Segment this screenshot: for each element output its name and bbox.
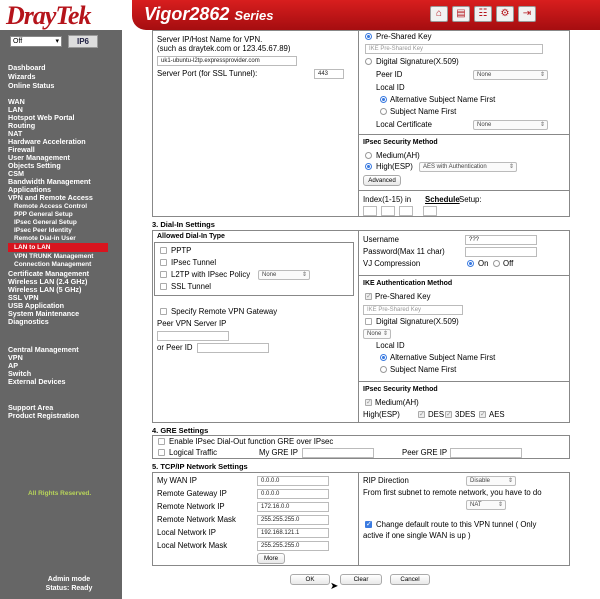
nav-ipsec-peer[interactable]: IPsec Peer Identity [14,227,72,234]
rights-text: All Rights Reserved. [28,490,92,497]
alt-subject-label: Alternative Subject Name First [390,95,496,104]
default-route-label-2: active if one single WAN is up ) [363,531,471,540]
3des-label: 3DES [455,410,476,419]
dialin-subject-label: Subject Name First [390,365,457,374]
nav-nat[interactable]: NAT [8,129,23,138]
ipsec-tunnel-label: IPsec Tunnel [171,258,217,267]
dialin-medium-check[interactable] [365,399,372,406]
dialin-ipsec-divider [358,381,570,382]
medium-ah-radio[interactable] [365,152,372,159]
vj-label: VJ Compression [363,259,421,268]
server-host-input[interactable]: uk1-ubuntu-l2tp.expressprovider.com [157,56,297,66]
high-esp-select[interactable]: AES with Authentication ⇕ [419,162,517,172]
subject-radio[interactable] [380,108,387,115]
vj-on-radio[interactable] [467,260,474,267]
ike-divider [358,275,570,276]
cancel-button[interactable]: Cancel [390,574,430,585]
nav-product-reg[interactable]: Product Registration [8,411,80,420]
dialin-medium-label: Medium(AH) [375,398,419,407]
medium-ah-label: Medium(AH) [376,151,420,160]
dialin-digsig-select[interactable]: None ⇕ [363,329,391,339]
nav-support[interactable]: Support Area [8,403,54,412]
nav-applications[interactable]: Applications [8,185,52,194]
ssl-tunnel-check[interactable] [160,283,167,290]
server-label-2: (such as draytek.com or 123.45.67.89) [157,44,291,53]
ssl-tunnel-label: SSL Tunnel [171,282,212,291]
dialin-title: 3. Dial-In Settings [152,220,215,229]
nav-routing[interactable]: Routing [8,121,36,130]
peer-id-select[interactable]: None ⇕ [473,70,548,80]
username-input[interactable]: ??? [465,235,537,245]
high-esp-radio[interactable] [365,163,372,170]
more-button[interactable]: More [257,553,285,564]
digsig-label: Digital Signature(X.509) [376,57,459,66]
vj-on-label: On [478,259,489,268]
dialout-divider [358,30,359,217]
aes-label: AES [489,410,505,419]
nav-lan-to-lan[interactable]: LAN to LAN [8,243,108,252]
nav-vpn-trunk[interactable]: VPN TRUNK Management [14,253,94,260]
dialin-subject-radio[interactable] [380,366,387,373]
password-input[interactable] [465,247,537,257]
local-cert-select[interactable]: None ⇕ [473,120,548,130]
specify-gateway-label: Specify Remote VPN Gateway [171,307,278,316]
remote-gw-input[interactable]: 0.0.0.0 [257,489,329,499]
nav-vpn-remote[interactable]: VPN and Remote Access [8,193,93,202]
tcpip-divider [358,472,359,566]
dialin-digsig-label: Digital Signature(X.509) [376,317,459,326]
header [0,0,600,30]
remote-net-ip-label: Remote Network IP [157,502,225,511]
nav-wlan-24[interactable]: Wireless LAN (2.4 GHz) [8,277,88,286]
ike-auth-title: IKE Authentication Method [363,280,453,287]
nav-lan[interactable]: LAN [8,105,23,114]
nav-central-external[interactable]: External Devices [8,377,66,386]
nav-central-switch[interactable]: Switch [8,369,32,378]
digsig-radio[interactable] [365,58,372,65]
local-mask-label: Local Network Mask [157,541,228,550]
peer-id-label: Peer ID [376,70,403,79]
default-route-label-1: Change default route to this VPN tunnel ( Only [376,520,537,529]
my-gre-label: My GRE IP [259,448,298,457]
nav-cert-mgmt[interactable]: Certificate Management [8,269,90,278]
3des-check[interactable] [445,411,452,418]
nav-bandwidth[interactable]: Bandwidth Management [8,177,91,186]
gre-enable-check[interactable] [158,438,165,445]
subject-label: Subject Name First [390,107,457,116]
setup-label: Setup: [459,195,482,204]
local-net-ip-label: Local Network IP [157,528,216,537]
ssl-port-input[interactable]: 443 [314,69,344,79]
nav-hotspot[interactable]: Hotspot Web Portal [8,113,75,122]
index-label: Index(1-15) in [363,195,412,204]
psk-label: Pre-Shared Key [376,32,432,41]
ipsec-divider [358,134,570,135]
nav-wlan-5[interactable]: Wireless LAN (5 GHz) [8,285,82,294]
nav-user-mgmt[interactable]: User Management [8,153,70,162]
pptp-label: PPTP [171,246,192,255]
local-mask-input[interactable]: 255.255.255.0 [257,541,329,551]
logical-traffic-label: Logical Traffic [169,448,217,457]
alt-subject-radio[interactable] [380,96,387,103]
rip-direction-select[interactable]: Disable ⇕ [466,476,516,486]
nav-objects[interactable]: Objects Setting [8,161,61,170]
clear-button[interactable]: Clear [340,574,382,585]
nav-remote-access-control[interactable]: Remote Access Control [14,203,88,210]
advanced-button[interactable]: Advanced [363,175,401,186]
aes-check[interactable] [479,411,486,418]
dialin-divider [358,230,359,423]
high-esp-label: High(ESP) [376,162,413,171]
peer-id-input[interactable] [197,343,269,353]
ike-psk-input[interactable]: IKE Pre-Shared Key [365,44,543,54]
dialin-alt-subject-label: Alternative Subject Name First [390,353,496,362]
username-label: Username [363,235,399,244]
vj-off-label: Off [503,259,514,268]
series-label: Series [234,8,274,23]
gre-title: 4. GRE Settings [152,426,209,435]
admin-mode-label: Admin mode [47,576,91,583]
l2tp-check[interactable] [160,271,167,278]
dialin-digsig-check[interactable] [365,318,372,325]
nat-select[interactable]: NAT ⇕ [466,500,506,510]
home-icon[interactable]: ⌂ [430,6,448,22]
dialin-alt-subject-radio[interactable] [380,354,387,361]
nav-wan[interactable]: WAN [8,97,25,106]
des-check[interactable] [418,411,425,418]
server-label-1: Server IP/Host Name for VPN. [157,35,263,44]
model-name [144,4,273,25]
l2tp-policy-select[interactable]: None ⇕ [258,270,310,280]
ipsec-method-title: IPsec Security Method [363,139,438,146]
local-net-ip-input[interactable]: 192.168.121.1 [257,528,329,538]
vj-off-radio[interactable] [493,260,500,267]
my-wan-ip-input[interactable]: 0.0.0.0 [257,476,329,486]
dialin-psk-label: Pre-Shared Key [375,292,431,301]
quick-start-icon[interactable]: ▤ [452,6,470,22]
remote-mask-input[interactable]: 255.255.255.0 [257,515,329,525]
nav-central-ap[interactable]: AP [8,361,18,370]
my-gre-input[interactable] [302,448,374,458]
default-route-check[interactable] [365,521,372,528]
nav-remote-dialin[interactable]: Remote Dial-in User [14,235,76,242]
remote-mask-label: Remote Network Mask [157,515,236,524]
local-id-label: Local ID [376,83,405,92]
nav-ipsec-general[interactable]: IPsec General Setup [14,219,77,226]
schedule-index-2[interactable] [381,206,395,216]
peer-vpn-ip-label: Peer VPN Server IP [157,319,227,328]
allowed-type-title: Allowed Dial-In Type [157,233,225,240]
psk-radio[interactable] [365,33,372,40]
dialin-psk-check[interactable] [365,293,372,300]
logout-icon[interactable]: ⇥ [518,6,536,22]
nav-dashboard[interactable]: Dashboard [8,63,46,72]
schedule-index-3[interactable] [399,206,413,216]
from-subnet-label: From first subnet to remote network, you have to do [363,488,542,497]
remote-gw-label: Remote Gateway IP [157,489,227,498]
sidebar [0,30,122,599]
settings-icon[interactable]: ⚙ [496,6,514,22]
logical-traffic-check[interactable] [158,449,165,456]
local-cert-label: Local Certificate [376,120,432,129]
peer-gre-label: Peer GRE IP [402,448,448,457]
or-peer-id-label: or Peer ID [157,343,193,352]
my-wan-ip-label: My WAN IP [157,476,197,485]
dialin-high-label: High(ESP) [363,410,400,419]
nav-hw-accel[interactable]: Hardware Acceleration [8,137,86,146]
nav-sys-maint[interactable]: System Maintenance [8,309,80,318]
schedule-index-1[interactable] [363,206,377,216]
ipv6-icon[interactable]: IP6 [68,35,98,48]
nav-central-mgmt[interactable]: Central Management [8,345,79,354]
schedule-index-4[interactable] [423,206,437,216]
ssl-port-label: Server Port (for SSL Tunnel): [157,69,258,78]
nav-central-vpn[interactable]: VPN [8,353,23,362]
nav-online-status[interactable]: Online Status [8,81,55,90]
rip-direction-label: RIP Direction [363,476,409,485]
nav-connection-mgmt[interactable]: Connection Management [14,261,92,268]
nav-ssl-vpn[interactable]: SSL VPN [8,293,39,302]
nav-ppp-general[interactable]: PPP General Setup [14,211,73,218]
sitemap-icon[interactable]: ☷ [474,6,492,22]
nav-usb[interactable]: USB Application [8,301,65,310]
remote-net-ip-input[interactable]: 172.16.0.0 [257,502,329,512]
index-divider [358,190,570,191]
peer-vpn-ip-input[interactable] [157,331,229,341]
status-label: Status: Ready [45,585,93,592]
password-label: Password(Max 11 char) [363,247,445,256]
ok-button[interactable]: OK [290,574,330,585]
schedule-link[interactable]: Schedule [425,195,460,204]
nav-csm[interactable]: CSM [8,169,24,178]
dialin-ipsec-title: IPsec Security Method [363,386,438,393]
l2tp-label: L2TP with IPsec Policy [171,270,251,279]
admin-status [34,575,104,593]
model-label: Vigor2862 [144,4,230,24]
dialin-local-id-label: Local ID [376,341,405,350]
specify-gateway-check[interactable] [160,308,167,315]
nav-firewall[interactable]: Firewall [8,145,35,154]
peer-gre-input[interactable] [450,448,522,458]
ipsec-tunnel-check[interactable] [160,259,167,266]
tcpip-title: 5. TCP/IP Network Settings [152,462,248,471]
des-label: DES [428,410,445,419]
draytek-logo: DrayTek [6,1,91,30]
mode-select[interactable]: Off ▾ [10,36,62,47]
model-banner [132,0,600,30]
pptp-check[interactable] [160,247,167,254]
mouse-cursor-icon: ➤ [330,581,339,592]
dialin-ike-psk-input[interactable]: IKE Pre-Shared Key [363,305,463,315]
nav-diagnostics[interactable]: Diagnostics [8,317,49,326]
gre-enable-label: Enable IPsec Dial-Out function GRE over IPsec [169,437,334,446]
nav-wizards[interactable]: Wizards [8,72,36,81]
